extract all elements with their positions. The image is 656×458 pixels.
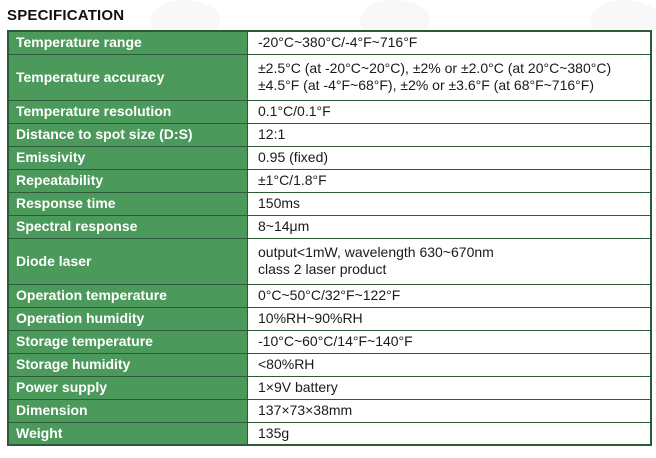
- spec-value-line: 150ms: [258, 195, 301, 211]
- spec-value: [248, 238, 652, 284]
- spec-label: Spectral response: [8, 215, 248, 238]
- spec-label: Dimension: [8, 399, 248, 422]
- table-row: [8, 31, 651, 54]
- table-row: [8, 376, 651, 399]
- table-row: [8, 399, 651, 422]
- spec-value-line: 0°C~50°C/32°F~122°F: [258, 287, 401, 303]
- table-row: [8, 146, 651, 169]
- spec-label: Power supply: [8, 376, 248, 399]
- spec-value: [248, 330, 652, 353]
- spec-value: [248, 100, 652, 123]
- spec-value: [248, 422, 652, 445]
- spec-label: Operation humidity: [8, 307, 248, 330]
- specification-table: [7, 30, 652, 446]
- spec-value-line: ±2.5°C (at -20°C~20°C), ±2% or ±2.0°C (at 20°C~380°C): [258, 60, 612, 76]
- page-title: SPECIFICATION: [7, 7, 125, 24]
- spec-value: [248, 31, 652, 54]
- spec-value-line: 135g: [258, 424, 290, 441]
- spec-value: [248, 307, 652, 330]
- table-row: [8, 169, 651, 192]
- spec-value-line: output<1mW, wavelength 630~670nm: [258, 244, 494, 260]
- spec-value-line: 10%RH~90%RH: [258, 310, 363, 326]
- table-row: [8, 422, 651, 445]
- table-row: [8, 100, 651, 123]
- spec-value: [248, 123, 652, 146]
- table-row: [8, 307, 651, 330]
- spec-value-line: 12:1: [258, 126, 286, 142]
- table-row: [8, 238, 651, 284]
- table-row: [8, 330, 651, 353]
- spec-value: [248, 215, 652, 238]
- spec-value-line: -10°C~60°C/14°F~140°F: [258, 333, 413, 349]
- spec-label: Diode laser: [8, 238, 248, 284]
- spec-value-line: 137×73×38mm: [258, 402, 353, 418]
- spec-value-line: 0.95 (fixed): [258, 149, 329, 165]
- table-row: [8, 54, 651, 100]
- table-row: [8, 215, 651, 238]
- spec-value-line: ±1°C/1.8°F: [258, 172, 327, 188]
- spec-label: Storage humidity: [8, 353, 248, 376]
- spec-label: Repeatability: [8, 169, 248, 192]
- spec-value-line: 0.1°C/0.1°F: [258, 103, 331, 119]
- spec-value: [248, 376, 652, 399]
- spec-value: [248, 54, 652, 100]
- spec-label: Temperature range: [8, 31, 248, 54]
- table-row: [8, 192, 651, 215]
- spec-value-line: ±4.5°F (at -4°F~68°F), ±2% or ±3.6°F (at 68°F~716°F): [258, 77, 594, 93]
- spec-value-line: class 2 laser product: [258, 261, 387, 277]
- spec-value-line: -20°C~380°C/-4°F~716°F: [258, 34, 418, 51]
- spec-value-line: 1×9V battery: [258, 379, 338, 395]
- spec-value: [248, 146, 652, 169]
- spec-label: Storage temperature: [8, 330, 248, 353]
- spec-label: Emissivity: [8, 146, 248, 169]
- table-row: [8, 284, 651, 307]
- spec-value: [248, 399, 652, 422]
- spec-label: Response time: [8, 192, 248, 215]
- spec-label: Distance to spot size (D:S): [8, 123, 248, 146]
- spec-label: Temperature resolution: [8, 100, 248, 123]
- spec-value: [248, 284, 652, 307]
- spec-label: Temperature accuracy: [8, 54, 248, 100]
- spec-value: [248, 169, 652, 192]
- spec-label: Operation temperature: [8, 284, 248, 307]
- table-row: [8, 123, 651, 146]
- spec-value-line: 8~14μm: [258, 218, 310, 234]
- table-row: [8, 353, 651, 376]
- spec-value: [248, 353, 652, 376]
- spec-value: [248, 192, 652, 215]
- spec-label: Weight: [8, 422, 248, 445]
- spec-value-line: <80%RH: [258, 356, 315, 372]
